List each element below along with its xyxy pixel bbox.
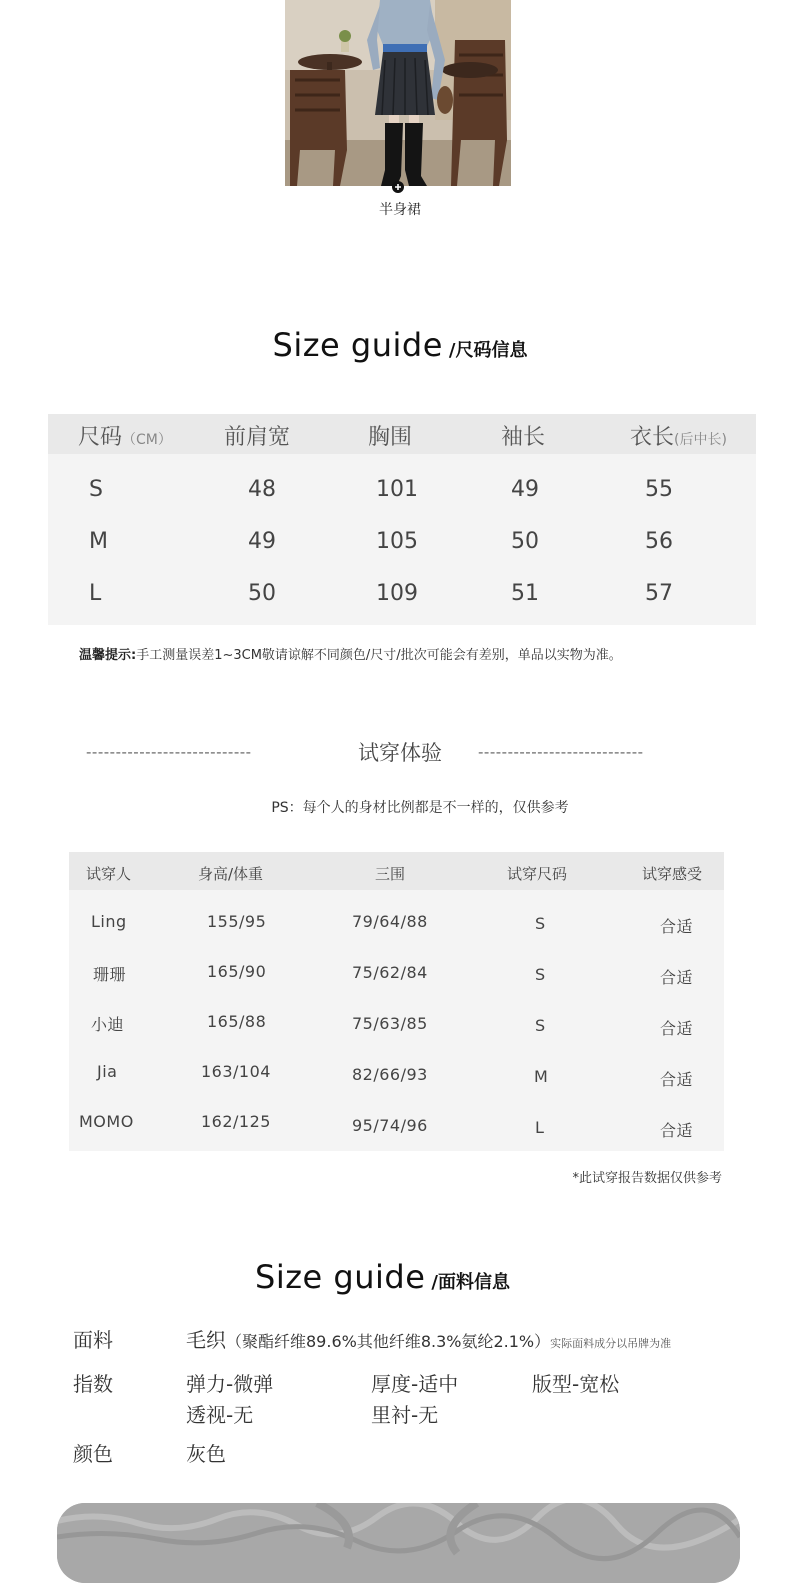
header-shoulder: 前肩宽 — [224, 425, 291, 450]
header-feeling: 试穿感受 — [642, 865, 703, 883]
tester-feeling: 合适 — [660, 1121, 694, 1140]
tester-height-weight: 155/95 — [207, 912, 267, 931]
material-value — [186, 1324, 671, 1353]
fabric-swatch-image — [57, 1503, 740, 1583]
header-measurements: 三围 — [375, 865, 406, 883]
size-row-length: 55 — [645, 477, 673, 502]
try-on-header — [69, 852, 724, 890]
tester-measurements: 75/63/85 — [352, 1014, 428, 1033]
tester-name: Jia — [97, 1062, 118, 1081]
thickness-value: 厚度-适中 — [371, 1372, 459, 1396]
tip-text: 手工测量误差1~3CM敬请谅解不同颜色/尺寸/批次可能会有差别，单品以实物为准。 — [136, 648, 622, 663]
size-guide-subtitle: /尺码信息 — [448, 340, 528, 361]
size-row-sleeve: 49 — [511, 477, 539, 502]
plus-icon — [392, 181, 404, 193]
header-tester: 试穿人 — [86, 865, 132, 883]
header-size: 尺码（CM） — [78, 425, 172, 450]
size-row-sleeve: 50 — [511, 529, 539, 554]
header-size-tried: 试穿尺码 — [507, 865, 568, 883]
try-on-table — [69, 852, 724, 1151]
fabric-guide-title: Size guide — [255, 1258, 426, 1296]
header-chest: 胸围 — [368, 425, 413, 450]
size-row-sleeve: 51 — [511, 581, 539, 606]
size-row-shoulder: 49 — [248, 529, 276, 554]
tester-size: M — [534, 1067, 549, 1086]
header-length: 衣长(后中长) — [630, 425, 727, 450]
size-table — [48, 414, 756, 625]
tester-height-weight: 165/88 — [207, 1012, 267, 1031]
size-row-shoulder: 48 — [248, 477, 276, 502]
fit-value: 版型-宽松 — [532, 1372, 620, 1396]
tester-height-weight: 165/90 — [207, 962, 267, 981]
material-composition: （聚酯纤维89.6%其他纤维8.3%氨纶2.1%） — [226, 1332, 551, 1351]
tester-height-weight: 162/125 — [201, 1112, 271, 1131]
size-row-length: 57 — [645, 581, 673, 606]
size-guide-heading — [0, 326, 800, 364]
header-unit: （CM） — [122, 432, 172, 448]
measurement-tip — [79, 644, 622, 663]
tester-measurements: 95/74/96 — [352, 1116, 428, 1135]
tester-measurements: 75/62/84 — [352, 963, 428, 982]
header-sleeve: 袖长 — [501, 425, 546, 450]
size-row-size: S — [89, 477, 103, 502]
fabric-guide-heading — [0, 1258, 765, 1296]
tester-height-weight: 163/104 — [201, 1062, 271, 1081]
size-row-size: L — [89, 581, 102, 606]
tester-name: 珊珊 — [93, 965, 127, 984]
tester-feeling: 合适 — [660, 1070, 694, 1089]
color-label: 颜色 — [73, 1442, 113, 1466]
header-length-note: (后中长) — [674, 432, 727, 448]
size-row-length: 56 — [645, 529, 673, 554]
tester-feeling: 合适 — [660, 1019, 694, 1038]
tester-name: 小迪 — [91, 1015, 125, 1034]
header-height-weight: 身高/体重 — [198, 865, 264, 883]
fabric-guide-subtitle: /面料信息 — [431, 1272, 510, 1293]
tester-size: S — [535, 914, 546, 933]
size-row-chest: 101 — [376, 477, 418, 502]
size-row-chest: 109 — [376, 581, 418, 606]
photo-caption: 半身裙 — [379, 202, 421, 218]
try-on-disclaimer: PS：每个人的身材比例都是不一样的，仅供参考 — [271, 800, 569, 816]
tester-feeling: 合适 — [660, 968, 694, 987]
size-table-header — [48, 414, 756, 454]
tester-size: S — [535, 1016, 546, 1035]
size-row-chest: 105 — [376, 529, 418, 554]
tester-feeling: 合适 — [660, 917, 694, 936]
material-label: 面料 — [73, 1328, 113, 1352]
material-note: 实际面料成分以吊牌为准 — [550, 1337, 672, 1350]
size-row-shoulder: 50 — [248, 581, 276, 606]
divider-right: ---------------------------- — [478, 743, 644, 761]
tip-label: 温馨提示: — [79, 648, 137, 663]
index-label: 指数 — [73, 1372, 113, 1396]
transparency-value: 透视-无 — [186, 1403, 254, 1427]
tester-size: S — [535, 965, 546, 984]
tester-size: L — [535, 1118, 545, 1137]
size-row-size: M — [89, 529, 108, 554]
product-photo — [285, 0, 511, 186]
color-value: 灰色 — [186, 1442, 226, 1466]
tester-measurements: 82/66/93 — [352, 1065, 428, 1084]
lining-value: 里衬-无 — [371, 1403, 439, 1427]
elasticity-value: 弹力-微弹 — [186, 1372, 274, 1396]
try-on-note: *此试穿报告数据仅供参考 — [572, 1171, 722, 1186]
tester-name: MOMO — [79, 1112, 134, 1131]
try-on-title: 试穿体验 — [358, 741, 442, 765]
tester-measurements: 79/64/88 — [352, 912, 428, 931]
divider-left: ---------------------------- — [86, 743, 252, 761]
material-name: 毛织 — [186, 1328, 226, 1352]
size-guide-title: Size guide — [272, 326, 443, 364]
tester-name: Ling — [91, 912, 127, 931]
